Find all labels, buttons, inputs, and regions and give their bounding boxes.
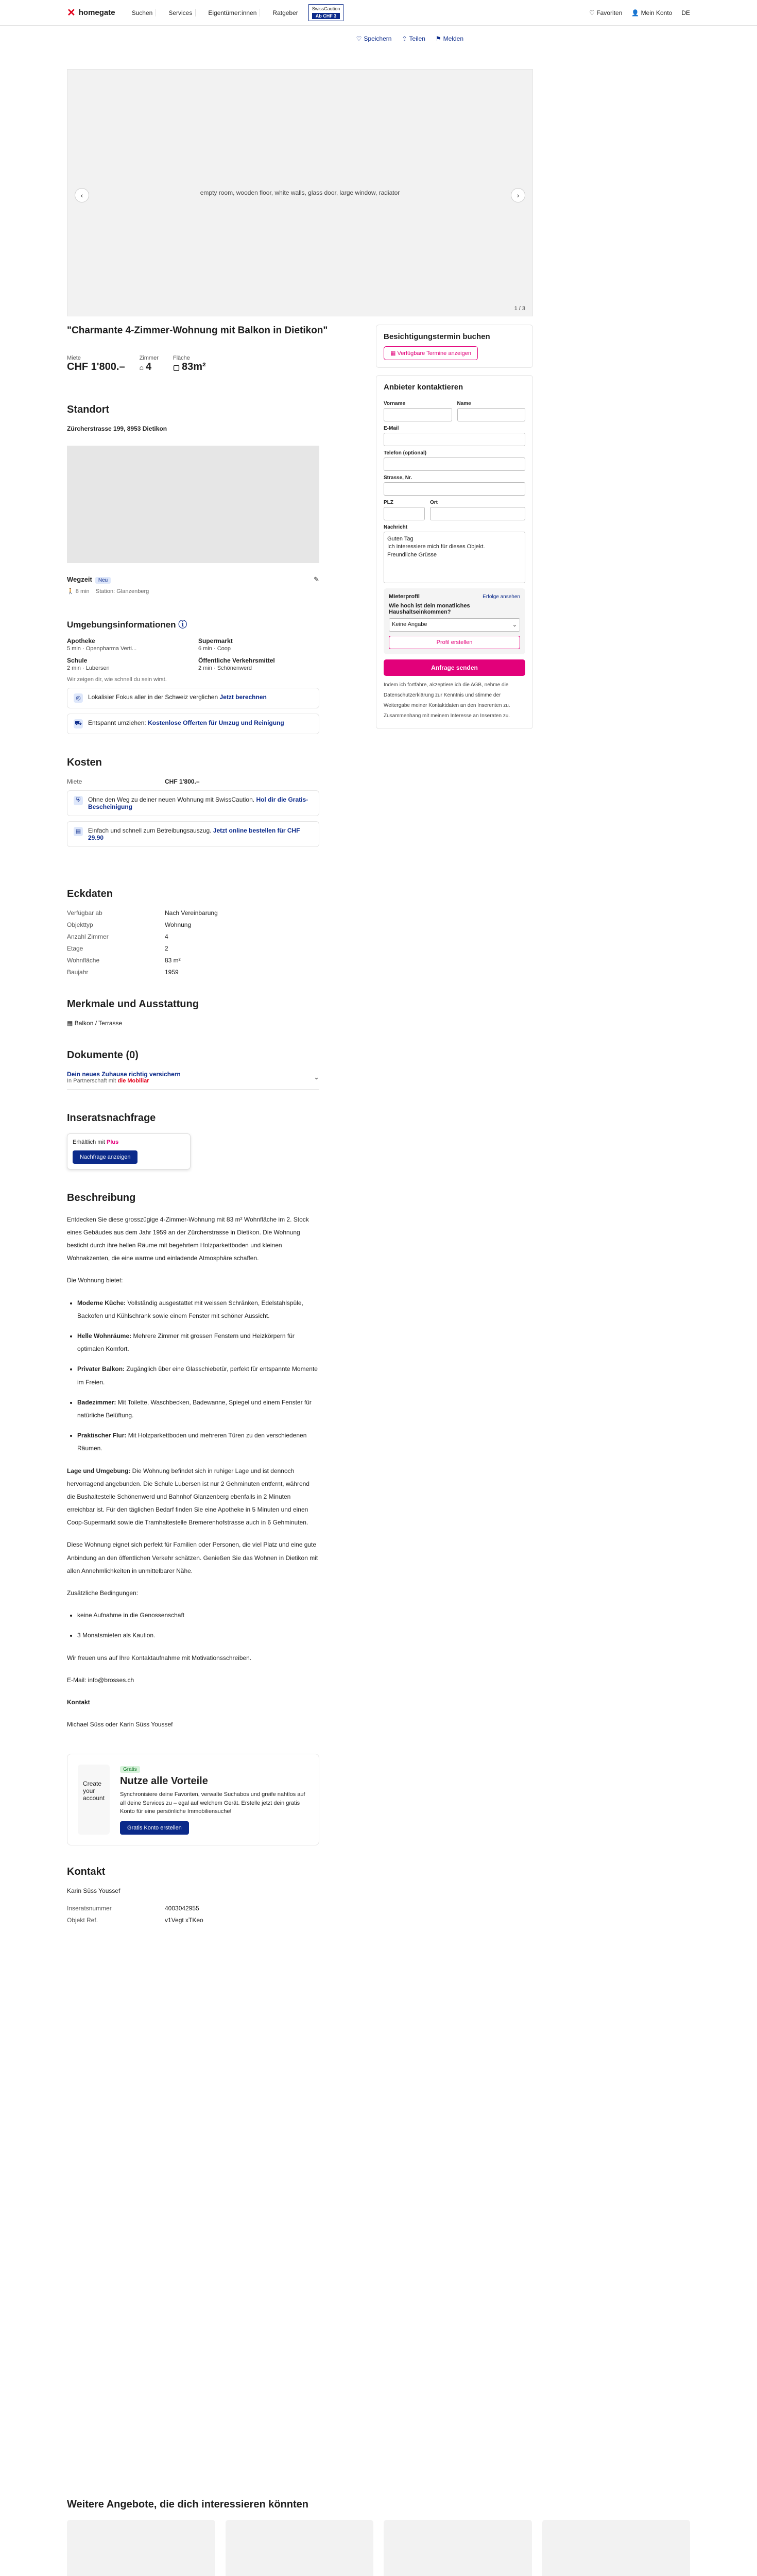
surrounding-item: Apotheke 5 min · Openpharma Verti...: [67, 637, 137, 652]
site-header: [0, 0, 757, 26]
show-demand-button[interactable]: Nachfrage anzeigen: [73, 1150, 137, 1164]
demand-tooltip: Erhältlich mit Plus Nachfrage anzeigen: [67, 1133, 191, 1170]
image-gallery[interactable]: [67, 69, 533, 316]
logo[interactable]: ✕ homegate: [67, 7, 115, 19]
surroundings-box-1[interactable]: ◎ Lokalisier Fokus aller in der Schweiz verglichen Jetzt berechnen: [67, 688, 319, 708]
message-textarea[interactable]: Guten Tag Ich interessiere mich für dieses Objekt. Freundliche Grüsse: [384, 532, 525, 583]
rooms-icon: ⌂: [139, 363, 146, 371]
heart-icon: ♡: [356, 35, 362, 42]
address: Zürcherstrasse 199, 8953 Dietikon: [67, 425, 167, 432]
calendar-icon: ▦: [390, 350, 396, 357]
contact-form: Anbieter kontaktieren Vorname Name E-Mail Telefon (optional) Strasse, Nr. PLZ Ort Nachricht Guten Tag Ich interessiere mich für dieses Objekt. Freundliche Grüsse Mieterprofil Erfolge ansehen Wie hoch ist dein monatliches Haushaltseinkommen? Keine Angabe ⌄ Profil erstellen Anfrage senden Indem ich fortfahre, akzeptiere ich die AGB, nehme die Datenschutzerklärung zur Kenntnis und stimme der Weitergabe meiner Kontaktdaten an den Inserenten zu. Zusammenhang mit meinem Interesse an Inseraten zu.: [376, 375, 533, 729]
truck-icon: ⛟: [74, 719, 83, 728]
language-select[interactable]: DE: [681, 9, 690, 16]
gallery-image-alt: empty room, wooden floor, white walls, glass door, large window, radiator: [200, 189, 400, 196]
location-icon: ◎: [74, 693, 83, 703]
shield-icon: ⛨: [74, 796, 83, 805]
key-facts: Miete CHF 1'800.– Zimmer ⌂ 4 Fläche ▢ 83m²: [67, 354, 206, 372]
description-section: Beschreibung Entdecken Sie diese grosszügige 4-Zimmer-Wohnung mit 83 m² Wohnfläche im 2. Stock eines Gebäudes aus dem Jahr 1959 an der Zürcherstrasse in Dietikon. Die Wohnung besticht durch ihre hellen Räume mit begehrtem Holzparkettboden und kleinen Wohnakzenten, die eine warme und einladende Atmosphäre schaffen. Die Wohnung bietet: • Moderne Küche: Vollständig ausgestattet mit weissen Schränken, Edelstahlspüle, Backofen und Kühlschrank sowie einem Fenster mit schöner Aussicht. • Helle Wohnräume: Mehrere Zimmer mit grossen Fenstern und Heizkörpern für optimalen Komfort. • Privater Balkon: Zugänglich über eine Glasschiebetür, perfekt für entspannte Momente im Freien. • Badezimmer: Mit Toilette, Waschbecken, Badewanne, Spiegel und einem Fenster für natürliche Belüftung. • Praktischer Flur: Mit Holzparkettboden und mehreren Türen zu den verschiedenen Räumen. Lage und Umgebung: Die Wohnung befindet sich in ruhiger Lage und ist dennoch hervorragend angebunden. Die Schule Lubersen ist nur 2 Gehminuten entfernt, während die Bushaltestelle Schönenwerd und Bahnhof Glanzenberg ebenfalls in 2 Minuten erreichbar ist. Für den täglichen Bedarf finden Sie eine Apotheke in 5 Minuten und einen Coop-Supermarkt sowie die Tramhaltestelle Bremerenhofstrasse auch in 6 Gehminuten. Diese Wohnung eignet sich perfekt für Familien oder Personen, die viel Platz und eine gute Anbindung an den öffentlichen Verkehr schätzen. Genießen Sie das Wohnen in Dietikon mit allen Annehmlichkeiten in unmittelbarer Nähe. Zusätzliche Bedingungen: • keine Aufnahme in die Genossenschaft • 3 Monatsmieten als Kaution. Wir freuen uns auf Ihre Kontaktaufnahme mit Motivationsschreiben. E-Mail: info@brosses.ch Kontakt Michael Süss oder Karin Süss Youssef: [67, 1192, 355, 1732]
document-icon: ▤: [74, 827, 83, 836]
account-promo-card: Create your account Gratis Nutze alle Vorteile Synchronisiere deine Favoriten, verwalte Suchabos und greife nahtlos auf all deine Services zu – egal auf welchem Gerät. Erstelle jetzt dein gratis Konto für eine persönliche Immobiliensuche! Gratis Konto erstellen: [67, 1754, 319, 1845]
balcony-icon: ▦: [67, 1019, 73, 1027]
details-section: Eckdaten Verfügbar ab Nach Vereinbarung Objekttyp Wohnung Anzahl Zimmer 4 Etage 2 Wohnfläche 83 m² Baujahr 1959: [67, 888, 218, 976]
location-section: Standort Zürcherstrasse 199, 8953 Dietikon Wegzeit Neu ✎ 🚶 8 min Station: Glanzenberg: [67, 404, 355, 595]
surroundings-box-2[interactable]: ⛟ Entspannt umziehen: Kostenlose Offerten für Umzug und Reinigung: [67, 714, 319, 734]
new-badge: Neu: [95, 577, 111, 584]
edit-icon[interactable]: ✎: [314, 575, 319, 583]
sidebar: [376, 325, 533, 736]
send-request-button[interactable]: Anfrage senden: [384, 659, 525, 676]
gallery-prev-button[interactable]: [75, 188, 89, 202]
create-profile-button[interactable]: Profil erstellen: [389, 636, 520, 649]
free-badge: Gratis: [120, 1766, 140, 1773]
viewing-card: Besichtigungstermin buchen ▦ Verfügbare Termine anzeigen: [376, 325, 533, 368]
zip-input[interactable]: [384, 507, 425, 520]
firstname-input[interactable]: [384, 408, 452, 421]
offer-card[interactable]: [384, 2520, 532, 2576]
offer-card[interactable]: [67, 2520, 215, 2576]
surrounding-item: Schule 2 min · Lubersen: [67, 656, 110, 671]
street-input[interactable]: [384, 482, 525, 496]
chevron-down-icon: ⌄: [512, 622, 517, 628]
chevron-down-icon: ⌄: [314, 1073, 319, 1081]
list-item: • Badezimmer: Mit Toilette, Waschbecken, Badewanne, Spiegel und einem Fenster für natürliche Belüftung.: [77, 1396, 319, 1422]
logo-icon: ✕: [67, 7, 76, 19]
walk-icon: 🚶: [67, 588, 74, 595]
listing-actions: [67, 26, 690, 52]
features-section: Merkmale und Ausstattung ▦ Balkon / Terrasse: [67, 998, 199, 1027]
phone-input[interactable]: [384, 457, 525, 471]
flag-icon: ⚑: [435, 35, 441, 42]
save-button[interactable]: ♡ Speichern: [356, 35, 392, 42]
surrounding-item: Öffentliche Verkehrsmittel 2 min · Schönenwerd: [198, 656, 275, 671]
listing-title: "Charmante 4-Zimmer-Wohnung mit Balkon in Dietikon": [67, 325, 328, 336]
list-item: • keine Aufnahme in die Genossenschaft: [77, 1609, 319, 1622]
contact-section: Kontakt Karin Süss Youssef Inseratsnummer 4003042955 Objekt Ref. v1Vegt xTKeo: [67, 1866, 203, 1924]
account-link[interactable]: 👤 Mein Konto: [631, 9, 673, 16]
main-nav: [129, 9, 301, 16]
city-input[interactable]: [430, 507, 525, 520]
share-button[interactable]: ⇪ Teilen: [402, 35, 425, 42]
main-column: [67, 325, 355, 1946]
list-item: • Moderne Küche: Vollständig ausgestattet mit weissen Schränken, Edelstahlspüle, Backofen und Kühlschrank sowie einem Fenster mit schöner Aussicht.: [77, 1297, 319, 1323]
list-item: • 3 Monatsmieten als Kaution.: [77, 1629, 319, 1642]
chevron-right-icon: ›: [517, 191, 520, 199]
income-select[interactable]: Keine Angabe ⌄: [389, 618, 520, 632]
report-button[interactable]: ⚑ Melden: [435, 35, 463, 42]
nav-item-owners[interactable]: Eigentümer:innen: [205, 9, 260, 16]
list-item: • Helle Wohnräume: Mehrere Zimmer mit grossen Fenstern und Heizkörpern für optimalen Komfort.: [77, 1330, 319, 1355]
tenant-profile-box: Mieterprofil Erfolge ansehen Wie hoch ist dein monatliches Haushaltseinkommen? Keine Angabe ⌄ Profil erstellen: [384, 588, 525, 654]
nav-item-suchen[interactable]: Suchen: [129, 9, 157, 16]
email-input[interactable]: [384, 433, 525, 446]
more-offers-section: Weitere Angebote, die dich interessieren könnten: [67, 2499, 690, 2576]
info-icon[interactable]: ⓘ: [178, 619, 187, 630]
map[interactable]: [67, 446, 319, 563]
show-appointments-button[interactable]: ▦ Verfügbare Termine anzeigen: [384, 346, 478, 360]
list-item: • Privater Balkon: Zugänglich über eine Glasschiebetür, perfekt für entspannte Momente im Freien.: [77, 1363, 319, 1388]
offer-card[interactable]: [226, 2520, 374, 2576]
demand-section: Inseratsnachfrage Erhältlich mit Plus Nachfrage anzeigen: [67, 1112, 355, 1170]
offer-card[interactable]: [542, 2520, 691, 2576]
costs-box-1[interactable]: ⛨ Ohne den Weg zu deiner neuen Wohnung mit SwissCaution. Hol dir die Gratis-Bescheinigung: [67, 790, 319, 816]
swisscaution-promo[interactable]: SwissCaution Ab CHF 3: [308, 4, 344, 22]
costs-section: Kosten Miete CHF 1'800.– ⛨ Ohne den Weg zu deiner neuen Wohnung mit SwissCaution. Hol dir die Gratis-Bescheinigung ▤ Einfach und schnell zum Betreibungsauszug. Jetzt online bestellen für CHF 29.90: [67, 757, 355, 847]
share-icon: ⇪: [402, 35, 407, 42]
nav-item-services[interactable]: Services: [165, 9, 196, 16]
gallery-counter: 1 / 3: [514, 306, 525, 312]
area-icon: ▢: [173, 363, 182, 371]
documents-section: Dokumente (0) Dein neues Zuhause richtig versichern In Partnerschaft mit die Mobiliar ⌄: [67, 1049, 355, 1090]
nav-item-guide[interactable]: Ratgeber: [272, 9, 298, 16]
contact-email[interactable]: E-Mail: info@brosses.ch: [67, 1676, 134, 1684]
rent-value: CHF 1'800.–: [67, 361, 125, 372]
favorites-link[interactable]: ♡ Favoriten: [589, 9, 623, 16]
chevron-left-icon: ‹: [80, 191, 83, 199]
surroundings-section: Umgebungsinformationen ⓘ Apotheke 5 min · Openpharma Verti... Supermarkt 6 min · Coop Schule 2 min · Lubersen Öffentliche Verkehrsmittel 2 min · Schönenwerd Wir zeigen dir, wie schnell du sein wirst. ◎ Lokalisier Fokus aller in der Schweiz verglichen Jetzt berechnen ⛟ Entspannt umziehen: Kostenlose Offerten für Umzug und Reinigung: [67, 617, 355, 734]
gallery-next-button[interactable]: [511, 188, 525, 202]
insurance-link[interactable]: Dein neues Zuhause richtig versichern In Partnerschaft mit die Mobiliar ⌄: [67, 1071, 319, 1090]
list-item: • Praktischer Flur: Mit Holzparkettboden und mehreren Türen zu den verschiedenen Räumen.: [77, 1429, 319, 1455]
create-account-button[interactable]: Gratis Konto erstellen: [120, 1821, 189, 1835]
surrounding-item: Supermarkt 6 min · Coop: [198, 637, 233, 652]
costs-box-2[interactable]: ▤ Einfach und schnell zum Betreibungsauszug. Jetzt online bestellen für CHF 29.90: [67, 821, 319, 847]
lastname-input[interactable]: [457, 408, 526, 421]
